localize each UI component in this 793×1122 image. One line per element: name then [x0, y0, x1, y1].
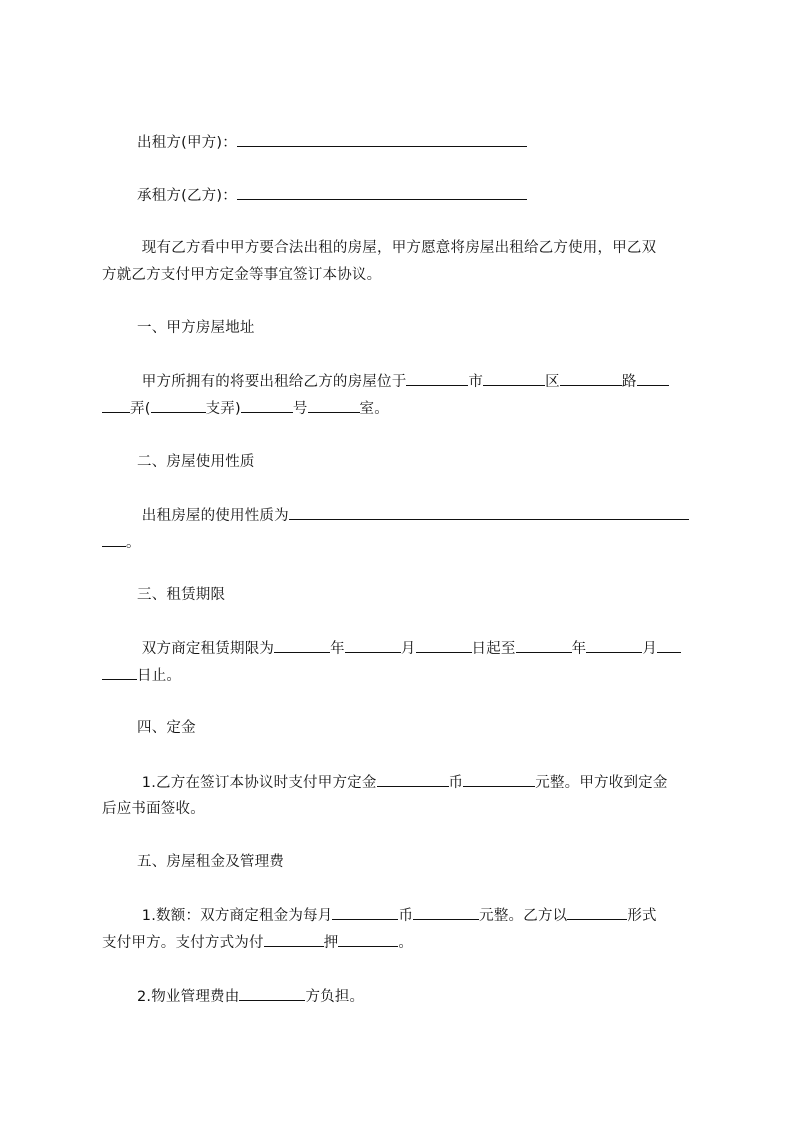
party-a-blank[interactable]	[237, 132, 527, 147]
mgmt-fee-party-blank[interactable]	[239, 986, 305, 1001]
payment-form-label: 形式	[627, 908, 657, 924]
usage-blank-b[interactable]	[102, 532, 126, 547]
number-label: 号	[292, 401, 308, 417]
start-month-label: 月	[400, 641, 416, 657]
start-month-blank[interactable]	[345, 638, 401, 653]
pay-months-blank[interactable]	[264, 932, 324, 947]
deposit-line-1	[137, 772, 668, 793]
city-label: 市	[468, 374, 484, 390]
rent-line-2	[102, 932, 413, 953]
deposit-currency-label: 币	[448, 775, 464, 791]
room-blank[interactable]	[308, 398, 360, 413]
rent-currency-blank[interactable]	[332, 905, 398, 920]
party-a-label: 出租方(甲方)：	[137, 135, 237, 151]
party-b-blank[interactable]	[237, 185, 527, 200]
section-4-heading: 四、定金	[137, 720, 196, 736]
rent-amount-blank[interactable]	[413, 905, 479, 920]
payment-method-text: 支付甲方。支付方式为付	[102, 935, 264, 951]
section-1-heading: 一、甲方房屋地址	[137, 320, 255, 336]
deposit-text: 1.乙方在签订本协议时支付甲方定金	[137, 775, 377, 791]
rent-line-1	[137, 905, 657, 926]
end-day-label: 日止。	[137, 668, 182, 684]
district-blank[interactable]	[483, 371, 545, 386]
end-month-blank[interactable]	[586, 638, 642, 653]
usage-blank-a[interactable]	[289, 505, 689, 520]
intro-line-1: 现有乙方看中甲方要合法出租的房屋，甲方愿意将房屋出租给乙方使用，甲乙双	[137, 240, 657, 256]
deposit-amount-label: 元整。甲方收到定金	[535, 775, 668, 791]
rent-amount-label: 元整。乙方以	[479, 908, 568, 924]
usage-line-2	[102, 532, 141, 553]
sublane-blank[interactable]	[151, 398, 206, 413]
usage-end: 。	[126, 535, 141, 551]
address-line-1	[137, 371, 669, 392]
lane-blank-a[interactable]	[637, 371, 669, 386]
address-line-2	[102, 398, 389, 419]
road-label: 路	[621, 374, 637, 390]
address-text: 甲方所拥有的将要出租给乙方的房屋位于	[137, 374, 407, 390]
intro-line-2: 方就乙方支付甲方定金等事宜签订本协议。	[102, 267, 382, 283]
section-3-heading: 三、租赁期限	[137, 587, 226, 603]
lane-blank-b[interactable]	[102, 398, 130, 413]
term-line-1	[137, 638, 681, 659]
deposit-months-blank[interactable]	[338, 932, 398, 947]
mgmt-fee-line	[137, 986, 364, 1007]
end-day-blank-b[interactable]	[102, 665, 137, 680]
party-a-line	[137, 132, 527, 153]
rent-currency-label: 币	[398, 908, 414, 924]
term-text: 双方商定租赁期限为	[137, 641, 275, 657]
usage-line-1	[137, 505, 689, 526]
city-blank[interactable]	[406, 371, 468, 386]
end-year-label: 年	[571, 641, 587, 657]
payment-end: 。	[398, 935, 414, 951]
usage-text: 出租房屋的使用性质为	[137, 508, 289, 524]
end-month-label: 月	[642, 641, 658, 657]
end-day-blank-a[interactable]	[657, 638, 681, 653]
number-blank[interactable]	[241, 398, 293, 413]
section-5-heading: 五、房屋租金及管理费	[137, 854, 284, 870]
start-day-blank[interactable]	[416, 638, 472, 653]
start-day-label: 日起至	[471, 641, 516, 657]
district-label: 区	[545, 374, 560, 390]
deposit-amount-blank[interactable]	[463, 772, 535, 787]
lane-label: 弄(	[130, 401, 151, 417]
party-b-label: 承租方(乙方)：	[137, 188, 237, 204]
term-line-2	[102, 665, 181, 686]
deposit-line-2: 后应书面签收。	[102, 801, 205, 817]
mgmt-fee-text: 2.物业管理费由	[137, 989, 240, 1005]
sublane-label: 支弄)	[205, 401, 241, 417]
start-year-label: 年	[330, 641, 345, 657]
mgmt-fee-label: 方负担。	[305, 989, 365, 1005]
road-blank[interactable]	[560, 371, 622, 386]
start-year-blank[interactable]	[274, 638, 330, 653]
rent-text: 1.数额：双方商定租金为每月	[137, 908, 333, 924]
end-year-blank[interactable]	[516, 638, 572, 653]
payment-form-blank[interactable]	[567, 905, 627, 920]
party-b-line	[137, 185, 527, 206]
section-2-heading: 二、房屋使用性质	[137, 454, 255, 470]
deposit-currency-blank[interactable]	[377, 772, 449, 787]
deposit-months-label: 押	[323, 935, 339, 951]
room-label: 室。	[359, 401, 389, 417]
